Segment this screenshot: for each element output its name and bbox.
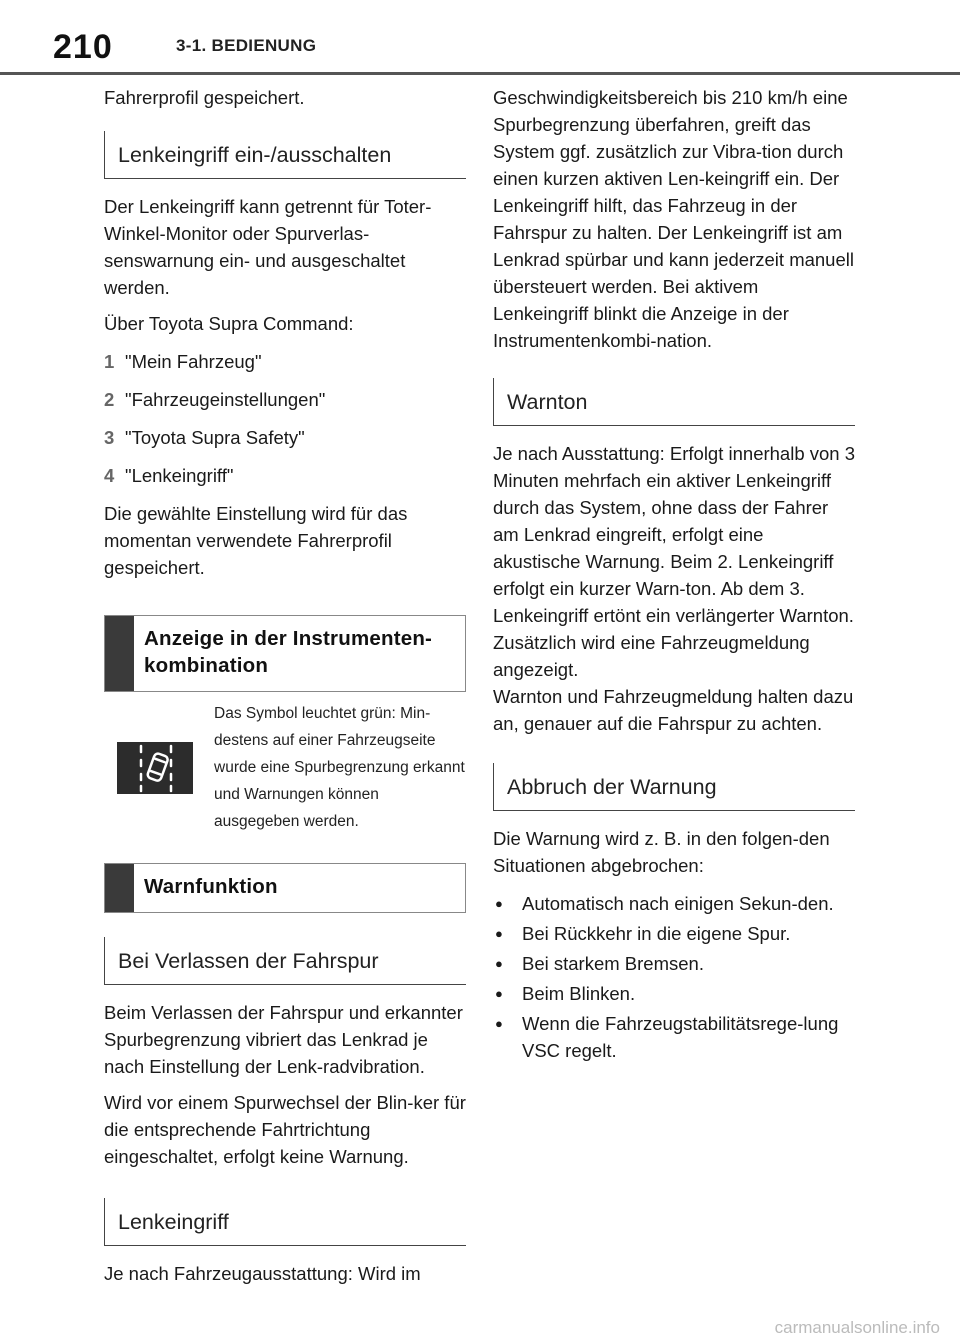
section-warnton-heading bbox=[493, 378, 855, 426]
section-abbruch-heading bbox=[493, 763, 855, 811]
section-anzeige-heading bbox=[104, 615, 466, 692]
step-text: "Toyota Supra Safety" bbox=[125, 427, 305, 448]
page-number: 210 bbox=[53, 28, 113, 66]
step-item bbox=[104, 348, 466, 375]
list-item bbox=[493, 920, 855, 947]
step-number: 1 bbox=[104, 351, 115, 372]
section5-paragraph: Je nach Fahrzeugausstattung: Wird im bbox=[104, 1263, 421, 1284]
section1-paragraph: Der Lenkeingriff kann getrennt für Toter-Winkel-Monitor oder Spurverlas-senswarnung ein- und ausgeschaltet werden. bbox=[104, 196, 432, 298]
section-title: Warnton bbox=[507, 390, 588, 414]
list-item bbox=[493, 980, 855, 1007]
section-title: Warnfunktion bbox=[144, 875, 278, 898]
bullet-text: Beim Blinken. bbox=[522, 983, 636, 1004]
warnton-paragraph-2: Zusätzlich wird eine Fahrzeugmeldung angezeigt. bbox=[493, 632, 810, 680]
step-item bbox=[104, 386, 466, 413]
step-text: "Fahrzeugeinstellungen" bbox=[125, 389, 326, 410]
header-rule bbox=[0, 72, 960, 75]
bullet-list bbox=[493, 890, 855, 1064]
bullet-icon: ● bbox=[495, 1016, 503, 1031]
step-item bbox=[104, 462, 466, 489]
abbruch-lead: Die Warnung wird z. B. in den folgen-den Situationen abgebrochen: bbox=[493, 828, 830, 876]
bullet-text: Automatisch nach einigen Sekun-den. bbox=[522, 893, 834, 914]
section4-paragraph-2: Wird vor einem Spurwechsel der Blin-ker für die entsprechende Fahrtrichtung eingeschaltet, erfolgt keine Warnung. bbox=[104, 1092, 466, 1167]
bullet-icon: ● bbox=[495, 986, 503, 1001]
continued-paragraph: Geschwindigkeitsbereich bis 210 km/h eine Spurbegrenzung überfahren, greift das System ggf. zusätzlich zur Vibra-tion durch einen kurzen aktiven Len-keingriff ein. Der Lenkeingriff hilft, das Fahrzeug in der Fahrspur zu halten. Der Lenkeingriff ist am Lenkrad spürbar und kann jederzeit manuell übersteuert werden. Bei aktivem Lenkeingriff blinkt die Anzeige in der Instrumentenkombi-nation. bbox=[493, 87, 854, 351]
heading-bar bbox=[105, 864, 134, 912]
steps-list bbox=[104, 348, 466, 489]
lane-departure-icon bbox=[117, 742, 193, 794]
list-item bbox=[493, 950, 855, 977]
section1-after: Die gewählte Einstellung wird für das momentan verwendete Fahrerprofil gespeichert. bbox=[104, 503, 408, 578]
section-title: Bei Verlassen der Fahrspur bbox=[118, 949, 379, 973]
indicator-row bbox=[104, 700, 466, 835]
section-lenkeingriff-schalten-heading bbox=[104, 131, 466, 179]
section-title: Anzeige in der Instrumenten-kombination bbox=[144, 627, 433, 677]
step-text: "Mein Fahrzeug" bbox=[125, 351, 262, 372]
section-title: Abbruch der Warnung bbox=[507, 775, 717, 799]
warnton-paragraph-3: Warnton und Fahrzeugmeldung halten dazu an, genauer auf die Fahrspur zu achten. bbox=[493, 686, 854, 734]
section-title: Lenkeingriff bbox=[118, 1210, 229, 1234]
right-column bbox=[493, 84, 855, 1067]
list-item bbox=[493, 1010, 855, 1064]
section4-paragraph-1: Beim Verlassen der Fahrspur und erkannter Spurbegrenzung vibriert das Lenkrad je nach Einstellung der Lenk-radvibration. bbox=[104, 1002, 463, 1077]
warnton-paragraph-1: Je nach Ausstattung: Erfolgt innerhalb von 3 Minuten mehrfach ein aktiver Lenkeingriff durch das System, ohne dass der Fahrer am Lenkrad eingreift, erfolgt eine akustische Warnung. Beim 2. Lenkeingriff erfolgt ein kurzer Warn-ton. Ab dem 3. Lenkeingriff ertönt ein verlängerter Warnton. bbox=[493, 443, 856, 626]
intro-text: Fahrerprofil gespeichert. bbox=[104, 87, 305, 108]
list-item bbox=[493, 890, 855, 917]
section-verlassen-fahrspur-heading bbox=[104, 937, 466, 985]
bullet-text: Bei starkem Bremsen. bbox=[522, 953, 704, 974]
section-lenkeingriff-heading bbox=[104, 1198, 466, 1246]
step-number: 4 bbox=[104, 465, 115, 486]
bullet-icon: ● bbox=[495, 926, 503, 941]
step-number: 2 bbox=[104, 389, 115, 410]
watermark: carmanualsonline.info bbox=[774, 1318, 940, 1337]
heading-bar bbox=[105, 616, 134, 691]
bullet-text: Bei Rückkehr in die eigene Spur. bbox=[522, 923, 791, 944]
section1-lead: Über Toyota Supra Command: bbox=[104, 313, 354, 334]
step-number: 3 bbox=[104, 427, 115, 448]
indicator-description: Das Symbol leuchtet grün: Min-destens auf einer Fahrzeugseite wurde eine Spurbegrenzung erkannt und Warnungen können ausgegeben werden. bbox=[214, 705, 465, 830]
step-text: "Lenkeingriff" bbox=[125, 465, 234, 486]
chapter-title: 3-1. BEDIENUNG bbox=[176, 36, 317, 55]
section-title: Lenkeingriff ein-/ausschalten bbox=[118, 143, 392, 167]
section-warnfunktion-heading bbox=[104, 863, 466, 913]
bullet-icon: ● bbox=[495, 956, 503, 971]
left-column bbox=[104, 84, 466, 1296]
step-item bbox=[104, 424, 466, 451]
bullet-text: Wenn die Fahrzeugstabilitätsrege-lung VSC regelt. bbox=[522, 1013, 839, 1061]
bullet-icon: ● bbox=[495, 896, 503, 911]
